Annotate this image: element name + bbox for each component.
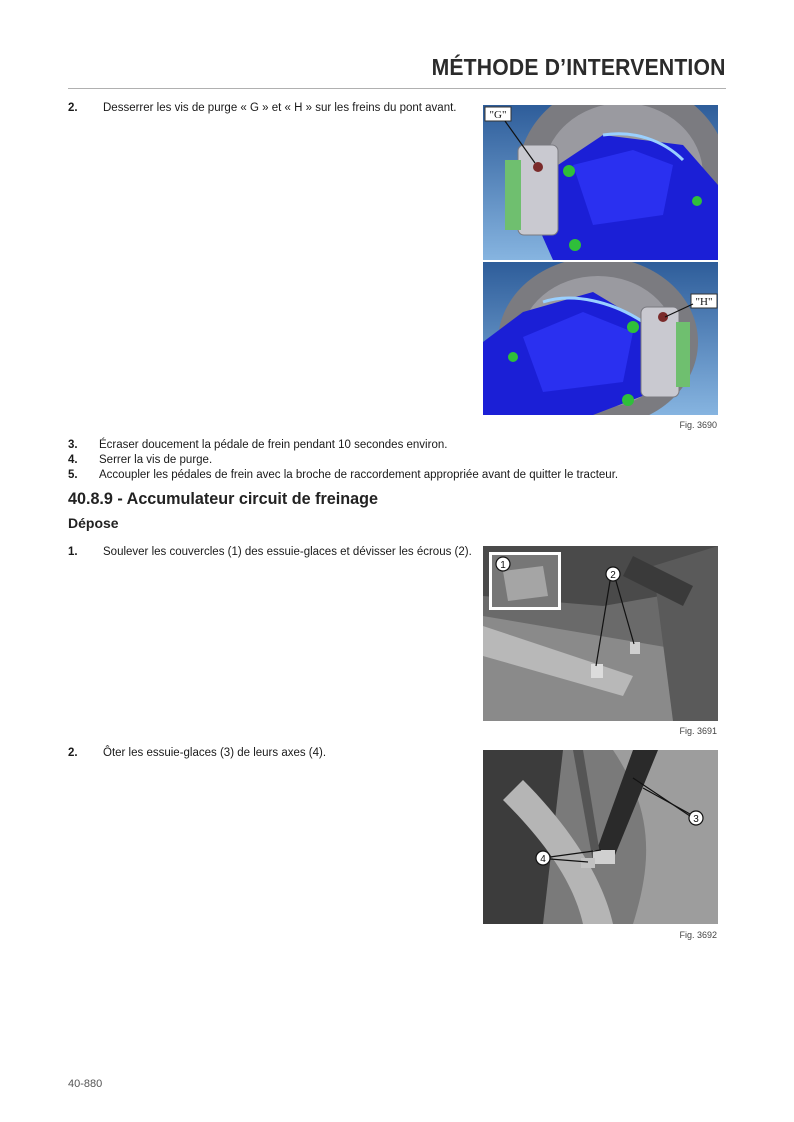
callout-label-g: "G" — [489, 109, 507, 121]
figure-3690-bottom-brake-h — [483, 262, 718, 415]
callout-label-h: "H" — [695, 296, 713, 308]
step-number: 2. — [68, 747, 78, 759]
step-text: Accoupler les pédales de frein avec la broche de raccordement appropriée avant de quitter le tracteur. — [99, 469, 619, 481]
step-number: 4. — [68, 454, 78, 466]
step-text: Serrer la vis de purge. — [99, 454, 213, 466]
figure-3692-wiper-arms — [483, 750, 718, 924]
step-text: Soulever les couvercles (1) des essuie-glaces et dévisser les écrous (2). — [103, 546, 472, 558]
callout-3: 3 — [693, 814, 699, 825]
callout-1: 1 — [500, 560, 506, 571]
section-heading: 40.8.9 - Accumulateur circuit de freinage — [68, 489, 378, 508]
page-header-title: MÉTHODE D’INTERVENTION — [431, 54, 726, 80]
step-text: Desserrer les vis de purge « G » et « H » sur les freins du pont avant. — [103, 102, 457, 114]
figure-3691-wiper-nuts — [483, 546, 718, 721]
step-number: 3. — [68, 439, 78, 451]
step-text: Ôter les essuie-glaces (3) de leurs axes (4). — [103, 747, 327, 759]
callout-2: 2 — [610, 570, 616, 581]
page-number: 40-880 — [68, 1078, 103, 1090]
header-divider — [68, 88, 726, 89]
step-number: 5. — [68, 469, 78, 481]
step-number: 2. — [68, 102, 78, 114]
figure-3690-top-brake-g — [483, 105, 718, 260]
figure-caption: Fig. 3692 — [679, 930, 717, 940]
step-number: 1. — [68, 546, 78, 558]
subsection-heading: Dépose — [68, 515, 119, 531]
callout-4: 4 — [540, 854, 546, 865]
figure-caption: Fig. 3691 — [679, 726, 717, 736]
step-text: Écraser doucement la pédale de frein pendant 10 secondes environ. — [99, 439, 448, 451]
figure-caption: Fig. 3690 — [679, 420, 717, 430]
